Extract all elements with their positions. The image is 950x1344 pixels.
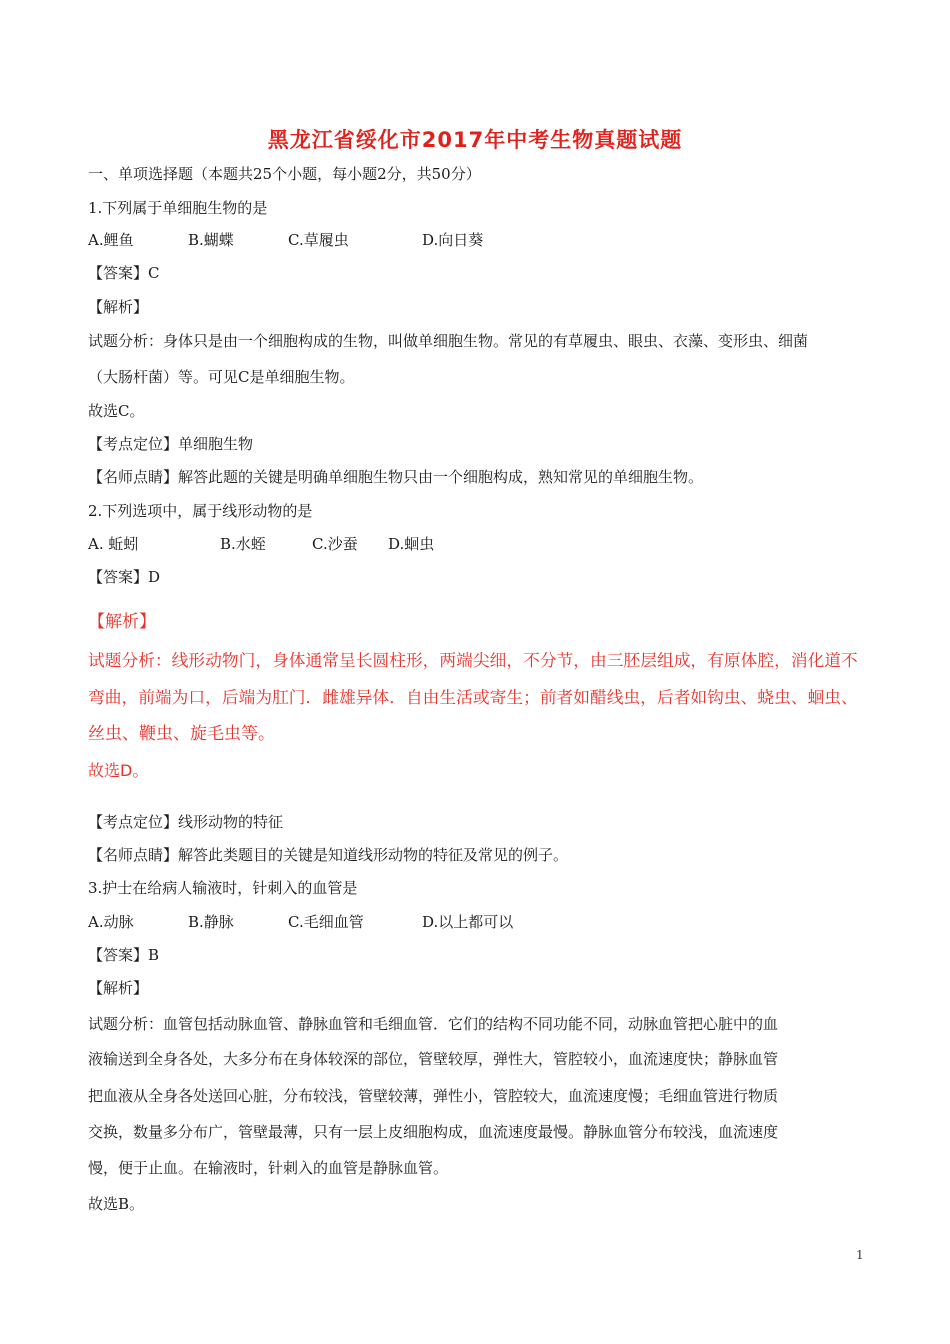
q2-conclusion: 故选D。: [88, 761, 149, 780]
q3-question: 3.护士在给病人输液时，针刺入的血管是: [88, 879, 358, 897]
q2-option-a: A. 蚯蚓: [88, 535, 139, 553]
q2-analysis-line: 试题分析：线形动物门，身体通常呈长圆柱形，两端尖细，不分节，由三胚层组成，有原体腔，消化道不: [88, 650, 858, 670]
q1-kaodian: 【考点定位】单细胞生物: [88, 435, 254, 453]
q3-option-b: B.静脉: [188, 913, 234, 931]
q3-analysis-line: 把血液从全身各处送回心脏，分布较浅，管壁较薄，弹性小，管腔较大，血流速度慢；毛细血管进行物质: [88, 1087, 779, 1105]
q3-option-d: D.以上都可以: [422, 913, 514, 931]
q2-kaodian: 【考点定位】线形动物的特征: [88, 813, 284, 831]
q3-option-a: A.动脉: [88, 913, 134, 931]
q3-analysis-line: 慢，便于止血。在输液时，针刺入的血管是静脉血管。: [88, 1159, 449, 1177]
q2-answer: 【答案】D: [88, 568, 161, 586]
q3-option-c: C.毛细血管: [288, 913, 364, 931]
q1-mingshi: 【名师点睛】解答此题的关键是明确单细胞生物只由一个细胞构成，熟知常见的单细胞生物。: [88, 468, 704, 486]
q1-option-c: C.草履虫: [288, 231, 349, 249]
q1-option-d: D.向日葵: [422, 231, 484, 249]
q2-analysis-line: 丝虫、鞭虫、旋毛虫等。: [88, 724, 275, 744]
q3-analysis-line: 液输送到全身各处，大多分布在身体较深的部位，管壁较厚，弹性大，管腔较小，血流速度快；静脉血管: [88, 1050, 779, 1068]
q2-options: [88, 534, 434, 554]
q1-jiexi-label: 【解析】: [88, 298, 149, 316]
q1-analysis-line: （大肠杆菌）等。可见C是单细胞生物。: [88, 368, 355, 386]
q2-option-b: B.水蛭: [220, 535, 266, 553]
page-number: 1: [856, 1248, 864, 1262]
q2-question: 2.下列选项中，属于线形动物的是: [88, 502, 313, 520]
q1-question: 1.下列属于单细胞生物的是: [88, 199, 268, 217]
q3-options: [88, 912, 513, 932]
q1-option-a: A.鲤鱼: [88, 231, 134, 249]
q2-option-c: C.沙蚕: [312, 535, 358, 553]
q1-option-b: B.蝴蝶: [188, 231, 234, 249]
q3-analysis-line: 试题分析：血管包括动脉血管、静脉血管和毛细血管．它们的结构不同功能不同，动脉血管把心脏中的血: [88, 1015, 779, 1033]
q1-answer: 【答案】C: [88, 264, 160, 282]
q3-jiexi-label: 【解析】: [88, 979, 149, 997]
q3-analysis-line: 交换，数量多分布广，管壁最薄，只有一层上皮细胞构成，血流速度最慢。静脉血管分布较浅，血流速度: [88, 1123, 779, 1141]
q3-conclusion: 故选B。: [88, 1195, 145, 1213]
page-title: 黑龙江省绥化市2017年中考生物真题试题: [267, 128, 683, 152]
q2-mingshi: 【名师点睛】解答此类题目的关键是知道线形动物的特征及常见的例子。: [88, 846, 569, 864]
q2-analysis-line: 弯曲，前端为口，后端为肛门．雌雄异体．自由生活或寄生；前者如醋线虫，后者如钩虫、蛲虫、蛔虫、: [88, 687, 858, 707]
q1-analysis-line: 试题分析：身体只是由一个细胞构成的生物，叫做单细胞生物。常见的有草履虫、眼虫、衣藻、变形虫、细菌: [88, 332, 809, 350]
q2-jiexi-label: 【解析】: [88, 612, 156, 632]
q1-options: [88, 230, 483, 250]
q2-option-d: D.蛔虫: [388, 535, 435, 553]
q3-answer: 【答案】B: [88, 946, 160, 964]
section-heading: 一、单项选择题（本题共25个小题，每小题2分，共50分）: [88, 165, 481, 183]
q1-conclusion: 故选C。: [88, 402, 145, 420]
